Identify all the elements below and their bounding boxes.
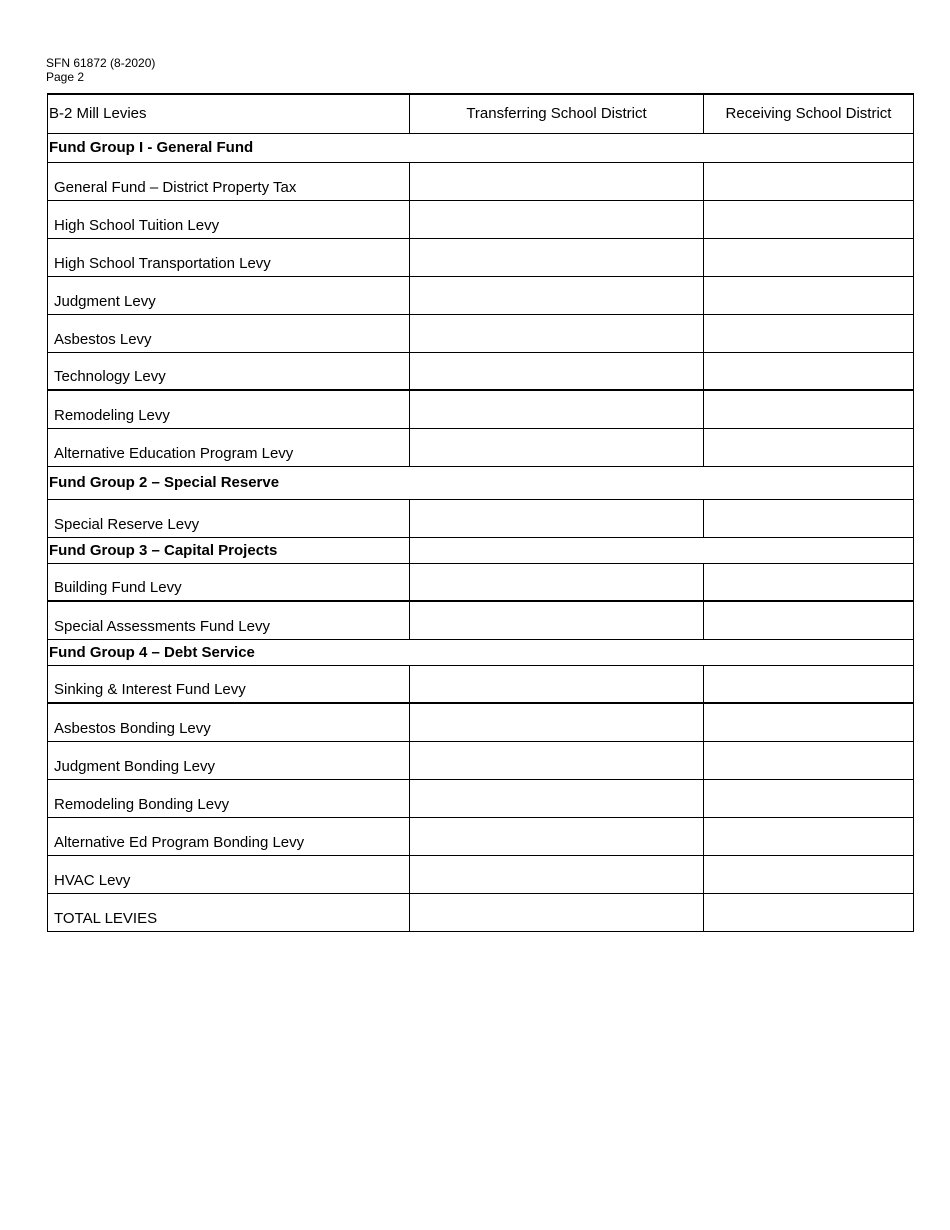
levy-label: Asbestos Bonding Levy — [48, 703, 410, 741]
receiving-value-cell[interactable] — [704, 390, 914, 428]
receiving-value-cell[interactable] — [704, 855, 914, 893]
receiving-value-cell[interactable] — [704, 200, 914, 238]
transferring-value-cell[interactable] — [410, 703, 704, 741]
transferring-value-cell[interactable] — [410, 817, 704, 855]
transferring-value-cell[interactable] — [410, 314, 704, 352]
receiving-value-cell[interactable] — [704, 428, 914, 466]
form-header — [46, 56, 155, 84]
levy-label: HVAC Levy — [48, 855, 410, 893]
levy-label: Remodeling Bonding Levy — [48, 779, 410, 817]
table-row — [48, 276, 914, 314]
table-row — [48, 499, 914, 537]
transferring-value-cell[interactable] — [410, 352, 704, 390]
transferring-total-cell[interactable] — [410, 893, 704, 931]
table-row — [48, 601, 914, 639]
group-title: Fund Group I - General Fund — [48, 133, 914, 162]
transferring-value-cell[interactable] — [410, 238, 704, 276]
levy-label: Judgment Bonding Levy — [48, 741, 410, 779]
header-transferring-district: Transferring School District — [410, 94, 704, 133]
levy-label: Alternative Education Program Levy — [48, 428, 410, 466]
receiving-value-cell[interactable] — [704, 314, 914, 352]
transferring-value-cell[interactable] — [410, 665, 704, 703]
levy-label: High School Transportation Levy — [48, 238, 410, 276]
table-row — [48, 817, 914, 855]
transferring-value-cell[interactable] — [410, 741, 704, 779]
levy-label: Special Assessments Fund Levy — [48, 601, 410, 639]
levy-label: Judgment Levy — [48, 276, 410, 314]
group-row-special-reserve — [48, 466, 914, 499]
receiving-value-cell[interactable] — [704, 779, 914, 817]
receiving-value-cell[interactable] — [704, 703, 914, 741]
table-header-row — [48, 94, 914, 133]
table-row — [48, 741, 914, 779]
table-row — [48, 162, 914, 200]
total-levies-row — [48, 893, 914, 931]
transferring-value-cell[interactable] — [410, 200, 704, 238]
total-levies-label: TOTAL LEVIES — [48, 893, 410, 931]
transferring-value-cell[interactable] — [410, 390, 704, 428]
receiving-value-cell[interactable] — [704, 817, 914, 855]
header-receiving-district: Receiving School District — [704, 94, 914, 133]
table-row — [48, 779, 914, 817]
receiving-total-cell[interactable] — [704, 893, 914, 931]
table-row — [48, 563, 914, 601]
levy-label: Asbestos Levy — [48, 314, 410, 352]
mill-levies-table — [47, 93, 914, 932]
table-row — [48, 703, 914, 741]
receiving-value-cell[interactable] — [704, 352, 914, 390]
levy-label: Technology Levy — [48, 352, 410, 390]
levy-label: Remodeling Levy — [48, 390, 410, 428]
table-row — [48, 855, 914, 893]
levy-label: Alternative Ed Program Bonding Levy — [48, 817, 410, 855]
group-title: Fund Group 4 – Debt Service — [48, 639, 914, 665]
receiving-value-cell[interactable] — [704, 601, 914, 639]
table-row — [48, 238, 914, 276]
transferring-value-cell[interactable] — [410, 855, 704, 893]
group-row-general-fund — [48, 133, 914, 162]
receiving-value-cell[interactable] — [704, 499, 914, 537]
table-row — [48, 352, 914, 390]
transferring-value-cell[interactable] — [410, 601, 704, 639]
receiving-value-cell[interactable] — [704, 162, 914, 200]
table-row — [48, 200, 914, 238]
group-title: Fund Group 2 – Special Reserve — [48, 466, 914, 499]
receiving-value-cell[interactable] — [704, 563, 914, 601]
page-number: Page 2 — [46, 70, 85, 84]
header-mill-levies: B-2 Mill Levies — [48, 94, 410, 133]
transferring-value-cell[interactable] — [410, 779, 704, 817]
form-number: SFN 61872 (8-2020) — [46, 56, 156, 70]
transferring-value-cell[interactable] — [410, 563, 704, 601]
receiving-value-cell[interactable] — [704, 665, 914, 703]
transferring-value-cell[interactable] — [410, 499, 704, 537]
levy-label: Building Fund Levy — [48, 563, 410, 601]
group-row-debt-service — [48, 639, 914, 665]
levy-label: General Fund – District Property Tax — [48, 162, 410, 200]
receiving-value-cell[interactable] — [704, 276, 914, 314]
levy-label: Special Reserve Levy — [48, 499, 410, 537]
table-row — [48, 428, 914, 466]
levy-label: High School Tuition Levy — [48, 200, 410, 238]
transferring-value-cell[interactable] — [410, 276, 704, 314]
table-row — [48, 665, 914, 703]
receiving-value-cell[interactable] — [704, 238, 914, 276]
table-row — [48, 390, 914, 428]
levy-label: Sinking & Interest Fund Levy — [48, 665, 410, 703]
group-blank-cell — [410, 537, 914, 563]
transferring-value-cell[interactable] — [410, 428, 704, 466]
group-row-capital-projects — [48, 537, 914, 563]
group-title: Fund Group 3 – Capital Projects — [48, 537, 410, 563]
receiving-value-cell[interactable] — [704, 741, 914, 779]
table-row — [48, 314, 914, 352]
transferring-value-cell[interactable] — [410, 162, 704, 200]
